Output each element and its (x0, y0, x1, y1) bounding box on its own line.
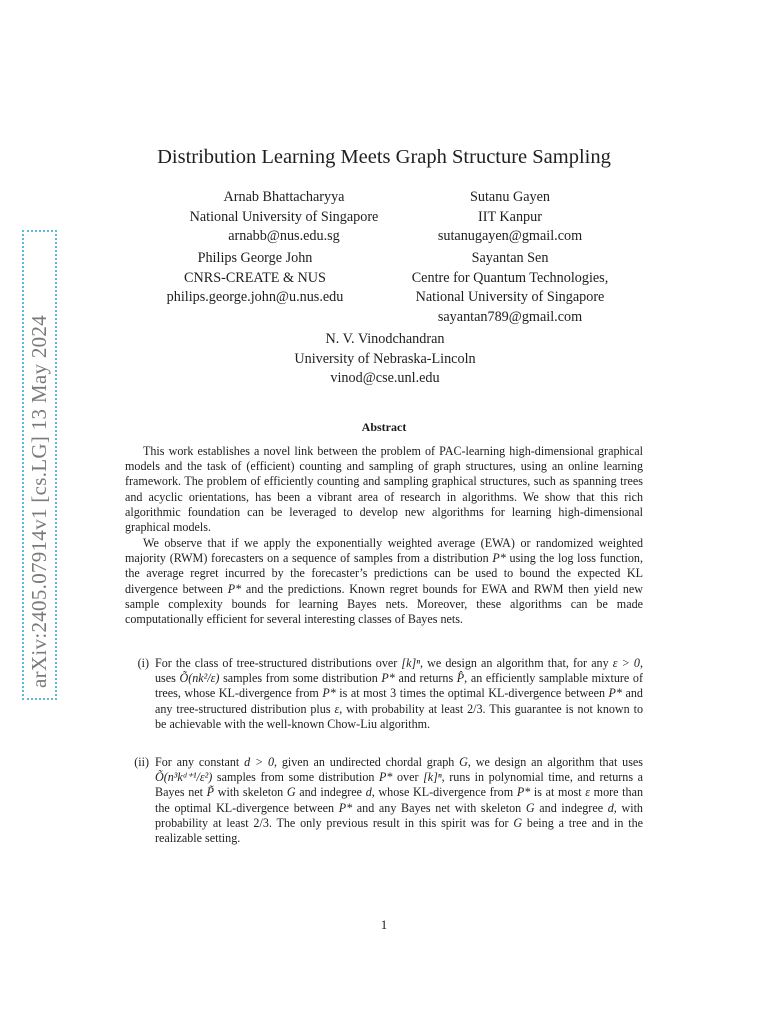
math-pstar: P* (492, 551, 506, 566)
author-name: N. V. Vinodchandran (325, 331, 445, 347)
text-run: We observe that if we apply the exponentially weighted average ( (143, 536, 485, 550)
abstract-paragraph-2 (125, 536, 643, 627)
author-email: sayantan789@gmail.com (437, 308, 583, 325)
text-run: and any tree-structured distribution plus (155, 686, 643, 716)
text-run: and returns (394, 671, 457, 686)
text-run: , an efficiently samplable mixture of trees, whose KL-divergence from (155, 671, 643, 701)
text-run: For any constant (155, 755, 245, 769)
text-run: , with probability at least 2/3. The only previous result in this spirit was for (155, 800, 643, 830)
math-d-pos: d > 0 (244, 755, 274, 769)
text-run: more than the optimal KL-divergence between (155, 785, 643, 815)
math-d: d (607, 800, 614, 815)
text-run: using the log loss function, the average regret incurred by the forecaster’s predictions can be used to bound the expected KL divergence between (125, 551, 643, 596)
text-run: , runs in polynomial time, and returns a Bayes net (155, 770, 643, 800)
author-affiliation-line2: National University of Singapore (415, 289, 605, 305)
author-email: arnabb@nus.edu.sg (228, 228, 340, 244)
math-phat: P̂ (456, 671, 465, 686)
text-run: ) forecasters on a sequence of samples from a distribution (203, 551, 493, 566)
author-block-5 (260, 330, 510, 389)
text-run: is at most 3 times the optimal KL-divergence between (335, 686, 609, 701)
author-block-2 (420, 188, 600, 247)
math-eps: ε (585, 785, 590, 800)
result-item-2 (134, 755, 643, 846)
math-kn: [k]ⁿ (401, 656, 421, 670)
text-run: with skeleton (214, 785, 287, 800)
math-sample-bound: Õ(nk²/ε) (179, 671, 220, 686)
author-name: Arnab Bhattacharyya (223, 189, 345, 205)
text-run: then yield new sample complexity bounds for learning Bayes nets. Moreover, these algorithms can be made computationally efficient for several interesting classes of Bayes nets. (125, 581, 643, 627)
abstract-heading: Abstract (361, 420, 407, 434)
math-pstar: P* (608, 686, 622, 701)
math-g: G (525, 800, 535, 815)
author-email: sutanugayen@gmail.com (437, 228, 583, 244)
math-pstar: P* (516, 785, 531, 800)
math-pstar: P* (338, 800, 353, 815)
text-run: , given an undirected chordal graph (274, 755, 460, 769)
text-run: , we design an algorithm that uses (467, 755, 643, 769)
rwm-acronym: RWM (173, 551, 204, 566)
author-block-4 (380, 249, 640, 327)
text-run: , we design an algorithm that, for any (420, 656, 613, 670)
author-name: Sayantan Sen (471, 250, 549, 266)
author-block-1 (170, 188, 398, 247)
text-run: is at most (530, 785, 586, 800)
text-run: , whose KL-divergence from (371, 785, 517, 800)
text-run: and indegree (534, 800, 608, 815)
math-eps: ε (334, 701, 340, 716)
arxiv-identifier-stamp[interactable]: arXiv:2405.07914v1 [cs.LG] 13 May 2024 (22, 230, 57, 700)
math-pstar: P* (322, 686, 336, 701)
text-run: , with probability at least 2/3. This guarantee is not known to be achievable with the well-known Chow-Liu algorithm. (155, 701, 643, 731)
author-block-3 (150, 249, 360, 308)
item-label: (i) (137, 656, 149, 670)
text-run: and indegree (295, 785, 366, 800)
text-run: , uses (155, 656, 644, 686)
text-run: samples from some distribution (212, 770, 379, 785)
math-pstar: P* (381, 671, 395, 686)
ewa-acronym: EWA (481, 581, 507, 596)
author-affiliation: IIT Kanpur (478, 208, 542, 225)
math-g: G (459, 755, 468, 769)
author-name: Philips George John (197, 250, 313, 266)
text-run: For the class of tree-structured distributions over (155, 656, 402, 670)
author-email: vinod@cse.unl.edu (330, 370, 440, 386)
text-run: being a tree and in the realizable setting. (155, 815, 643, 846)
math-pstar: P* (379, 770, 393, 785)
author-affiliation: National University of Singapore (189, 208, 379, 225)
math-ptilde: P̃ (206, 785, 215, 800)
math-kn: [k]ⁿ (423, 770, 442, 785)
ewa-acronym: EWA (484, 536, 511, 550)
result-item-1 (137, 656, 644, 732)
author-affiliation: Centre for Quantum Technologies, (411, 269, 609, 286)
abstract-paragraph-1: This work establishes a novel link between the problem of PAC-learning high-dimensional graphical models and the task of (efficient) counting and sampling of graph structures, using an online learning framework. The problem of efficiently counting and sampling graphical structures, such as spanning trees and acyclic orientations, has been a vibrant area of research in algorithms. We show that this rich algorithmic foundation can be leveraged to develop new algorithms for learning high-dimensional graphical models. (125, 444, 643, 535)
text-run: and the predictions. Known regret bounds for (241, 581, 482, 596)
item-label: (ii) (134, 755, 149, 769)
author-affiliation: CNRS-CREATE & NUS (184, 269, 326, 286)
math-g: G (513, 815, 523, 830)
math-eps-pos: ε > 0 (612, 656, 640, 670)
rwm-acronym: RWM (533, 581, 564, 596)
author-email: philips.george.john@u.nus.edu (166, 289, 344, 305)
text-run: samples from some distribution (219, 671, 382, 686)
paper-title: Distribution Learning Meets Graph Structure Sampling (157, 146, 611, 168)
author-name: Sutanu Gayen (470, 189, 550, 205)
text-run: and any Bayes net with skeleton (352, 800, 526, 815)
text-run: ) or randomized weighted majority ( (125, 536, 643, 566)
math-d: d (365, 785, 372, 800)
math-sample-bound: Õ(n³kᵈ⁺¹/ε²) (155, 770, 213, 785)
math-g: G (286, 785, 296, 800)
text-run: over (392, 770, 424, 785)
author-affiliation: University of Nebraska-Lincoln (294, 350, 476, 367)
text-run: and (506, 581, 534, 596)
math-pstar: P* (227, 581, 242, 596)
page-number: 1 (380, 917, 388, 932)
